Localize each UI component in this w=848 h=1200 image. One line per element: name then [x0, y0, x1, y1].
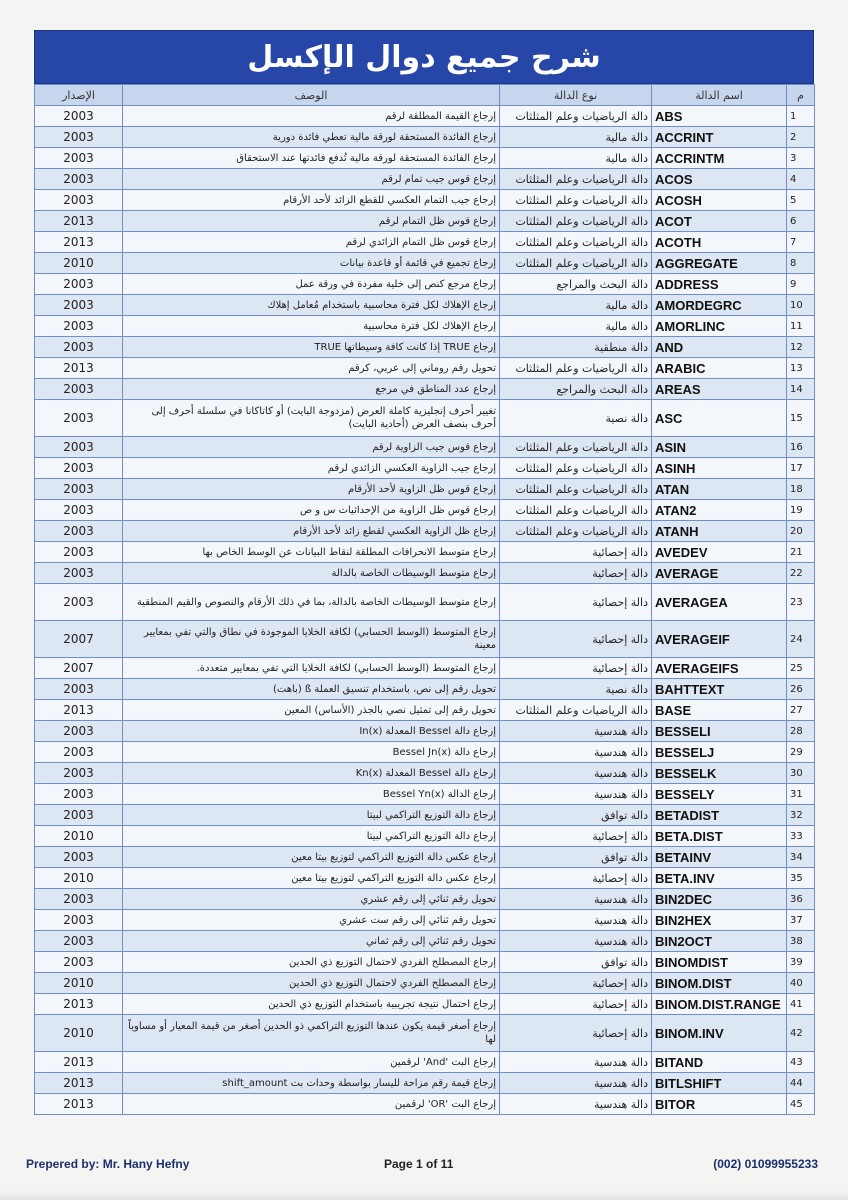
header-num: م	[787, 85, 815, 106]
row-number: 2	[787, 127, 815, 148]
function-name: BITOR	[652, 1094, 787, 1115]
table-row	[35, 805, 815, 826]
row-number: 33	[787, 826, 815, 847]
row-number: 11	[787, 316, 815, 337]
row-number: 34	[787, 847, 815, 868]
function-name: BINOM.DIST	[652, 973, 787, 994]
table-row	[35, 479, 815, 500]
header-version: الإصدار	[35, 85, 123, 106]
function-type: دالة مالية	[500, 148, 652, 169]
function-description: إرجاع قوس ظل التمام الزائدي لرقم	[123, 232, 500, 253]
table-row	[35, 847, 815, 868]
function-name: ATANH	[652, 521, 787, 542]
row-number: 28	[787, 721, 815, 742]
function-description: تحويل رقم ثنائي إلى رقم ثماني	[123, 931, 500, 952]
function-description: تحويل رقم إلى نص، باستخدام تنسيق العملة ß (باهت)	[123, 679, 500, 700]
function-type: دالة مالية	[500, 127, 652, 148]
function-name: BAHTTEXT	[652, 679, 787, 700]
function-name: AMORDEGRC	[652, 295, 787, 316]
function-name: AVERAGEIF	[652, 621, 787, 658]
table-row	[35, 437, 815, 458]
function-description: إرجاع البت 'And' لرقمين	[123, 1052, 500, 1073]
function-description: إرجاع قيمة رقم مزاحة لليسار بواسطة وحدات بت shift_amount	[123, 1073, 500, 1094]
function-name: ACOSH	[652, 190, 787, 211]
function-description: إرجاع عدد المناطق في مرجع	[123, 379, 500, 400]
function-version: 2003	[35, 952, 123, 973]
function-description: إرجاع قوس جيب تمام لرقم	[123, 169, 500, 190]
function-type: دالة الرياضيات وعلم المثلثات	[500, 106, 652, 127]
row-number: 39	[787, 952, 815, 973]
row-number: 45	[787, 1094, 815, 1115]
function-type: دالة توافق	[500, 805, 652, 826]
table-row	[35, 563, 815, 584]
function-type: دالة الرياضيات وعلم المثلثات	[500, 437, 652, 458]
row-number: 18	[787, 479, 815, 500]
function-description: إرجاع دالة Bessel Jn(x)	[123, 742, 500, 763]
function-name: AVERAGEIFS	[652, 658, 787, 679]
function-description: إرجاع الإهلاك لكل فترة محاسبية باستخدام مُعامل إهلاك	[123, 295, 500, 316]
function-description: إرجاع الفائدة المستحقة لورقة مالية تُدفع فائدتها عند الاستحقاق	[123, 148, 500, 169]
function-name: ACCRINT	[652, 127, 787, 148]
function-version: 2003	[35, 500, 123, 521]
function-version: 2007	[35, 621, 123, 658]
table-row	[35, 658, 815, 679]
row-number: 14	[787, 379, 815, 400]
function-description: إرجاع دالة Bessel المعدلة In(x)	[123, 721, 500, 742]
function-description: إرجاع قوس ظل الزاوية من الإحداثيات س و ص	[123, 500, 500, 521]
function-name: BESSELI	[652, 721, 787, 742]
phone-number: (002) 01099955233	[713, 1157, 818, 1171]
table-row	[35, 169, 815, 190]
row-number: 31	[787, 784, 815, 805]
function-type: دالة إحصائية	[500, 542, 652, 563]
row-number: 1	[787, 106, 815, 127]
function-name: BETADIST	[652, 805, 787, 826]
table-row	[35, 127, 815, 148]
function-description: إرجاع مرجع كنص إلى خلية مفردة في ورقة عمل	[123, 274, 500, 295]
function-type: دالة إحصائية	[500, 658, 652, 679]
function-type: دالة إحصائية	[500, 994, 652, 1015]
table-row	[35, 952, 815, 973]
table-row	[35, 1073, 815, 1094]
table-row	[35, 721, 815, 742]
function-version: 2003	[35, 379, 123, 400]
function-description: إرجاع قوس ظل التمام لرقم	[123, 211, 500, 232]
function-type: دالة هندسية	[500, 889, 652, 910]
function-name: ATAN	[652, 479, 787, 500]
function-version: 2013	[35, 1052, 123, 1073]
row-number: 22	[787, 563, 815, 584]
row-number: 24	[787, 621, 815, 658]
function-description: إرجاع عكس دالة التوزيع التراكمي لتوزيع بيتا معين	[123, 868, 500, 889]
table-row	[35, 994, 815, 1015]
table-row	[35, 621, 815, 658]
function-version: 2013	[35, 358, 123, 379]
row-number: 43	[787, 1052, 815, 1073]
function-description: إرجاع القيمة المطلقة لرقم	[123, 106, 500, 127]
function-name: BINOMDIST	[652, 952, 787, 973]
function-description: إرجاع البت 'OR' لرقمين	[123, 1094, 500, 1115]
function-type: دالة هندسية	[500, 931, 652, 952]
function-description: إرجاع تجميع في قائمة أو قاعدة بيانات	[123, 253, 500, 274]
table-row	[35, 148, 815, 169]
function-description: تحويل رقم ثنائي إلى رقم ست عشري	[123, 910, 500, 931]
row-number: 9	[787, 274, 815, 295]
function-version: 2003	[35, 190, 123, 211]
row-number: 4	[787, 169, 815, 190]
function-version: 2003	[35, 437, 123, 458]
function-name: ACOT	[652, 211, 787, 232]
function-type: دالة نصية	[500, 679, 652, 700]
function-description: إرجاع المصطلح الفردي لاحتمال التوزيع ذي الحدين	[123, 973, 500, 994]
function-version: 2003	[35, 295, 123, 316]
function-type: دالة هندسية	[500, 1073, 652, 1094]
table-row	[35, 826, 815, 847]
row-number: 27	[787, 700, 815, 721]
function-name: ASINH	[652, 458, 787, 479]
function-name: ARABIC	[652, 358, 787, 379]
function-version: 2013	[35, 211, 123, 232]
function-description: إرجاع قوس ظل الزاوية لأحد الأرقام	[123, 479, 500, 500]
table-row	[35, 211, 815, 232]
page-number: Page 1 of 11	[384, 1157, 454, 1171]
function-type: دالة نصية	[500, 400, 652, 437]
row-number: 3	[787, 148, 815, 169]
row-number: 7	[787, 232, 815, 253]
function-name: AREAS	[652, 379, 787, 400]
table-row	[35, 1052, 815, 1073]
function-type: دالة الرياضيات وعلم المثلثات	[500, 479, 652, 500]
function-type: دالة الرياضيات وعلم المثلثات	[500, 169, 652, 190]
function-description: إرجاع المتوسط (الوسط الحسابي) لكافة الخلايا الموجودة في نطاق والتي تفي بمعايير معينة	[123, 621, 500, 658]
table-row	[35, 584, 815, 621]
function-version: 2003	[35, 805, 123, 826]
row-number: 38	[787, 931, 815, 952]
function-type: دالة الرياضيات وعلم المثلثات	[500, 232, 652, 253]
function-type: دالة الرياضيات وعلم المثلثات	[500, 253, 652, 274]
function-type: دالة هندسية	[500, 721, 652, 742]
function-version: 2003	[35, 521, 123, 542]
table-row	[35, 1015, 815, 1052]
function-description: إرجاع دالة التوزيع التراكمي لبيتا	[123, 805, 500, 826]
header-name: اسم الدالة	[652, 85, 787, 106]
function-type: دالة إحصائية	[500, 584, 652, 621]
function-type: دالة إحصائية	[500, 826, 652, 847]
function-version: 2003	[35, 742, 123, 763]
function-type: دالة الرياضيات وعلم المثلثات	[500, 700, 652, 721]
table-row	[35, 931, 815, 952]
table-row	[35, 274, 815, 295]
function-type: دالة هندسية	[500, 1094, 652, 1115]
function-version: 2003	[35, 763, 123, 784]
row-number: 13	[787, 358, 815, 379]
function-version: 2010	[35, 253, 123, 274]
function-type: دالة إحصائية	[500, 621, 652, 658]
function-name: BESSELK	[652, 763, 787, 784]
function-name: BESSELY	[652, 784, 787, 805]
function-version: 2013	[35, 232, 123, 253]
row-number: 5	[787, 190, 815, 211]
function-description: تحويل رقم ثنائي إلى رقم عشري	[123, 889, 500, 910]
function-name: BETAINV	[652, 847, 787, 868]
function-type: دالة إحصائية	[500, 563, 652, 584]
header-desc: الوصف	[123, 85, 500, 106]
function-description: إرجاع جيب التمام العكسي للقطع الزائد لأحد الأرقام	[123, 190, 500, 211]
table-row	[35, 253, 815, 274]
function-type: دالة الرياضيات وعلم المثلثات	[500, 190, 652, 211]
table-row	[35, 868, 815, 889]
table-row	[35, 784, 815, 805]
function-version: 2013	[35, 1073, 123, 1094]
function-description: إرجاع ظل الزاوية العكسي لقطع زائد لأحد الأرقام	[123, 521, 500, 542]
row-number: 21	[787, 542, 815, 563]
function-version: 2003	[35, 458, 123, 479]
function-version: 2003	[35, 542, 123, 563]
function-description: إرجاع الإهلاك لكل فترة محاسبية	[123, 316, 500, 337]
function-type: دالة البحث والمراجع	[500, 379, 652, 400]
function-type: دالة الرياضيات وعلم المثلثات	[500, 521, 652, 542]
function-version: 2003	[35, 910, 123, 931]
document-title: شرح جميع دوال الإكسل	[34, 30, 814, 84]
function-type: دالة مالية	[500, 295, 652, 316]
table-row	[35, 542, 815, 563]
function-name: BITAND	[652, 1052, 787, 1073]
row-number: 16	[787, 437, 815, 458]
row-number: 30	[787, 763, 815, 784]
page-footer	[26, 1157, 826, 1177]
row-number: 26	[787, 679, 815, 700]
row-number: 32	[787, 805, 815, 826]
function-version: 2003	[35, 400, 123, 437]
function-type: دالة الرياضيات وعلم المثلثات	[500, 458, 652, 479]
row-number: 44	[787, 1073, 815, 1094]
function-name: ACOS	[652, 169, 787, 190]
function-name: ASC	[652, 400, 787, 437]
function-description: إرجاع متوسط الوسيطات الخاصة بالدالة	[123, 563, 500, 584]
function-type: دالة منطقية	[500, 337, 652, 358]
function-description: إرجاع TRUE إذا كانت كافة وسيطاتها TRUE	[123, 337, 500, 358]
row-number: 6	[787, 211, 815, 232]
function-description: إرجاع دالة التوزيع التراكمي لبيتا	[123, 826, 500, 847]
function-description: تحويل رقم إلى تمثيل نصي بالجذر (الأساس) المعين	[123, 700, 500, 721]
table-row	[35, 316, 815, 337]
row-number: 23	[787, 584, 815, 621]
function-description: تحويل رقم روماني إلى عربي، كرقم	[123, 358, 500, 379]
table-row	[35, 521, 815, 542]
row-number: 10	[787, 295, 815, 316]
row-number: 25	[787, 658, 815, 679]
function-version: 2003	[35, 337, 123, 358]
row-number: 36	[787, 889, 815, 910]
row-number: 42	[787, 1015, 815, 1052]
function-description: إرجاع المتوسط (الوسط الحسابي) لكافة الخلايا التي تفي بمعايير متعددة.	[123, 658, 500, 679]
function-name: ACOTH	[652, 232, 787, 253]
function-name: AVERAGE	[652, 563, 787, 584]
function-version: 2003	[35, 563, 123, 584]
function-version: 2010	[35, 1015, 123, 1052]
function-version: 2010	[35, 826, 123, 847]
function-name: BASE	[652, 700, 787, 721]
function-name: ATAN2	[652, 500, 787, 521]
prepared-by: Prepered by: Mr. Hany Hefny	[26, 1157, 190, 1171]
function-version: 2003	[35, 316, 123, 337]
function-description: إرجاع جيب الزاوية العكسي الزائدي لرقم	[123, 458, 500, 479]
function-description: إرجاع دالة Bessel المعدلة Kn(x)	[123, 763, 500, 784]
function-type: دالة مالية	[500, 316, 652, 337]
function-description: إرجاع الدالة Bessel Yn(x)	[123, 784, 500, 805]
function-name: BETA.INV	[652, 868, 787, 889]
function-version: 2003	[35, 479, 123, 500]
row-number: 17	[787, 458, 815, 479]
row-number: 19	[787, 500, 815, 521]
function-version: 2003	[35, 274, 123, 295]
page-bottom-edge	[0, 1190, 848, 1200]
row-number: 15	[787, 400, 815, 437]
function-description: تغيير أحرف إنجليزية كاملة العرض (مزدوجة البايت) أو كاتاكانا في سلسلة أحرف إلى أحرف بنصف العرض (أحادية البايت)	[123, 400, 500, 437]
function-version: 2010	[35, 973, 123, 994]
function-version: 2013	[35, 1094, 123, 1115]
function-version: 2003	[35, 127, 123, 148]
function-type: دالة توافق	[500, 952, 652, 973]
function-type: دالة هندسية	[500, 784, 652, 805]
table-row	[35, 763, 815, 784]
function-name: AMORLINC	[652, 316, 787, 337]
function-type: دالة الرياضيات وعلم المثلثات	[500, 211, 652, 232]
function-description: إرجاع قوس جيب الزاوية لرقم	[123, 437, 500, 458]
function-name: BIN2DEC	[652, 889, 787, 910]
function-description: إرجاع متوسط الوسيطات الخاصة بالدالة، بما في ذلك الأرقام والنصوص والقيم المنطقية	[123, 584, 500, 621]
function-description: إرجاع المصطلح الفردي لاحتمال التوزيع ذي الحدين	[123, 952, 500, 973]
function-name: ACCRINTM	[652, 148, 787, 169]
function-type: دالة الرياضيات وعلم المثلثات	[500, 358, 652, 379]
table-row	[35, 106, 815, 127]
function-version: 2003	[35, 679, 123, 700]
function-type: دالة هندسية	[500, 763, 652, 784]
row-number: 41	[787, 994, 815, 1015]
function-name: BIN2HEX	[652, 910, 787, 931]
function-type: دالة هندسية	[500, 742, 652, 763]
table-row	[35, 1094, 815, 1115]
function-type: دالة إحصائية	[500, 973, 652, 994]
table-row	[35, 742, 815, 763]
table-row	[35, 700, 815, 721]
row-number: 37	[787, 910, 815, 931]
function-description: إرجاع عكس دالة التوزيع التراكمي لتوزيع بيتا معين	[123, 847, 500, 868]
table-row	[35, 679, 815, 700]
function-version: 2003	[35, 847, 123, 868]
row-number: 35	[787, 868, 815, 889]
function-name: AGGREGATE	[652, 253, 787, 274]
row-number: 12	[787, 337, 815, 358]
function-version: 2010	[35, 868, 123, 889]
table-row	[35, 500, 815, 521]
function-version: 2003	[35, 584, 123, 621]
function-name: ADDRESS	[652, 274, 787, 295]
function-version: 2003	[35, 148, 123, 169]
function-version: 2013	[35, 994, 123, 1015]
function-description: إرجاع احتمال نتيجة تجريبية باستخدام التوزيع ذي الحدين	[123, 994, 500, 1015]
function-type: دالة توافق	[500, 847, 652, 868]
function-version: 2003	[35, 889, 123, 910]
table-row	[35, 379, 815, 400]
table-row	[35, 458, 815, 479]
function-name: ASIN	[652, 437, 787, 458]
table-row	[35, 358, 815, 379]
function-type: دالة إحصائية	[500, 1015, 652, 1052]
function-type: دالة الرياضيات وعلم المثلثات	[500, 500, 652, 521]
row-number: 8	[787, 253, 815, 274]
row-number: 40	[787, 973, 815, 994]
function-version: 2003	[35, 721, 123, 742]
table-row	[35, 190, 815, 211]
table-row	[35, 910, 815, 931]
function-name: BINOM.DIST.RANGE	[652, 994, 787, 1015]
function-version: 2003	[35, 931, 123, 952]
function-name: AVEDEV	[652, 542, 787, 563]
row-number: 29	[787, 742, 815, 763]
function-version: 2003	[35, 784, 123, 805]
function-type: دالة البحث والمراجع	[500, 274, 652, 295]
function-version: 2003	[35, 169, 123, 190]
table-row	[35, 295, 815, 316]
function-type: دالة هندسية	[500, 1052, 652, 1073]
table-header-row	[35, 85, 815, 106]
function-type: دالة هندسية	[500, 910, 652, 931]
table-row	[35, 232, 815, 253]
function-name: BITLSHIFT	[652, 1073, 787, 1094]
function-name: BIN2OCT	[652, 931, 787, 952]
table-row	[35, 889, 815, 910]
function-name: BESSELJ	[652, 742, 787, 763]
table-row	[35, 973, 815, 994]
header-type: نوع الدالة	[500, 85, 652, 106]
functions-table	[34, 84, 815, 1115]
function-name: AVERAGEA	[652, 584, 787, 621]
function-name: BETA.DIST	[652, 826, 787, 847]
function-version: 2003	[35, 106, 123, 127]
function-name: ABS	[652, 106, 787, 127]
function-description: إرجاع أصغر قيمة يكون عندها التوزيع التراكمي ذو الحدين أصغر من قيمة المعيار أو مساوياً لها	[123, 1015, 500, 1052]
table-row	[35, 337, 815, 358]
function-description: إرجاع متوسط الانحرافات المطلقة لنقاط البيانات عن الوسط الخاص بها	[123, 542, 500, 563]
table-row	[35, 400, 815, 437]
function-description: إرجاع الفائدة المستحقة لورقة مالية تعطي فائدة دورية	[123, 127, 500, 148]
function-version: 2013	[35, 700, 123, 721]
function-name: AND	[652, 337, 787, 358]
document-page	[34, 30, 814, 1115]
function-name: BINOM.INV	[652, 1015, 787, 1052]
row-number: 20	[787, 521, 815, 542]
function-version: 2007	[35, 658, 123, 679]
function-type: دالة إحصائية	[500, 868, 652, 889]
